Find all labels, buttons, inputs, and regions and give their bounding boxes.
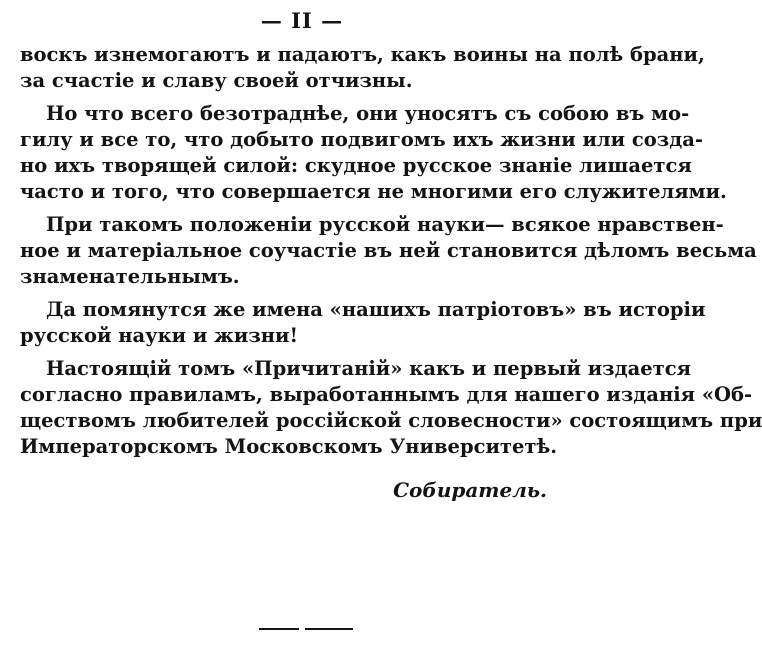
closing-rule-right bbox=[305, 628, 353, 630]
text-line: Но что всего безотраднѣе, они уносятъ съ собою въ мо- bbox=[46, 102, 690, 125]
text-line: за счастіе и славу своей отчизны. bbox=[20, 69, 413, 92]
text-line: гилу и все то, что добыто подвигомъ ихъ жизни или созда- bbox=[20, 128, 703, 151]
page-number: — II — bbox=[260, 8, 344, 33]
text-line: русской науки и жизни! bbox=[20, 324, 299, 347]
signature: Собиратель. bbox=[393, 478, 547, 502]
text-line: ное и матеріальное соучастіе въ ней становится дѣломъ весьма bbox=[20, 239, 757, 262]
text-line: При такомъ положеніи русской науки— всякое нравствен- bbox=[46, 213, 724, 236]
text-line: согласно правиламъ, выработаннымъ для нашего изданія «Об- bbox=[20, 383, 753, 406]
text-line: ществомъ любителей россійской словесности» состоящимъ при bbox=[20, 409, 762, 432]
text-line: воскъ изнемогаютъ и падаютъ, какъ воины на полѣ брани, bbox=[20, 43, 705, 66]
closing-rule-left bbox=[259, 628, 299, 630]
text-line: Настоящій томъ «Причитаній» какъ и первый издается bbox=[46, 357, 692, 380]
text-line: Императорскомъ Московскомъ Университетѣ. bbox=[20, 435, 557, 458]
text-line: Да помянутся же имена «нашихъ патріотовъ» въ исторіи bbox=[46, 298, 706, 321]
text-line: знаменательнымъ. bbox=[20, 265, 240, 288]
text-line: часто и того, что совершается не многими его служителями. bbox=[20, 180, 727, 203]
text-line: но ихъ творящей силой: скудное русское знаніе лишается bbox=[20, 154, 692, 177]
